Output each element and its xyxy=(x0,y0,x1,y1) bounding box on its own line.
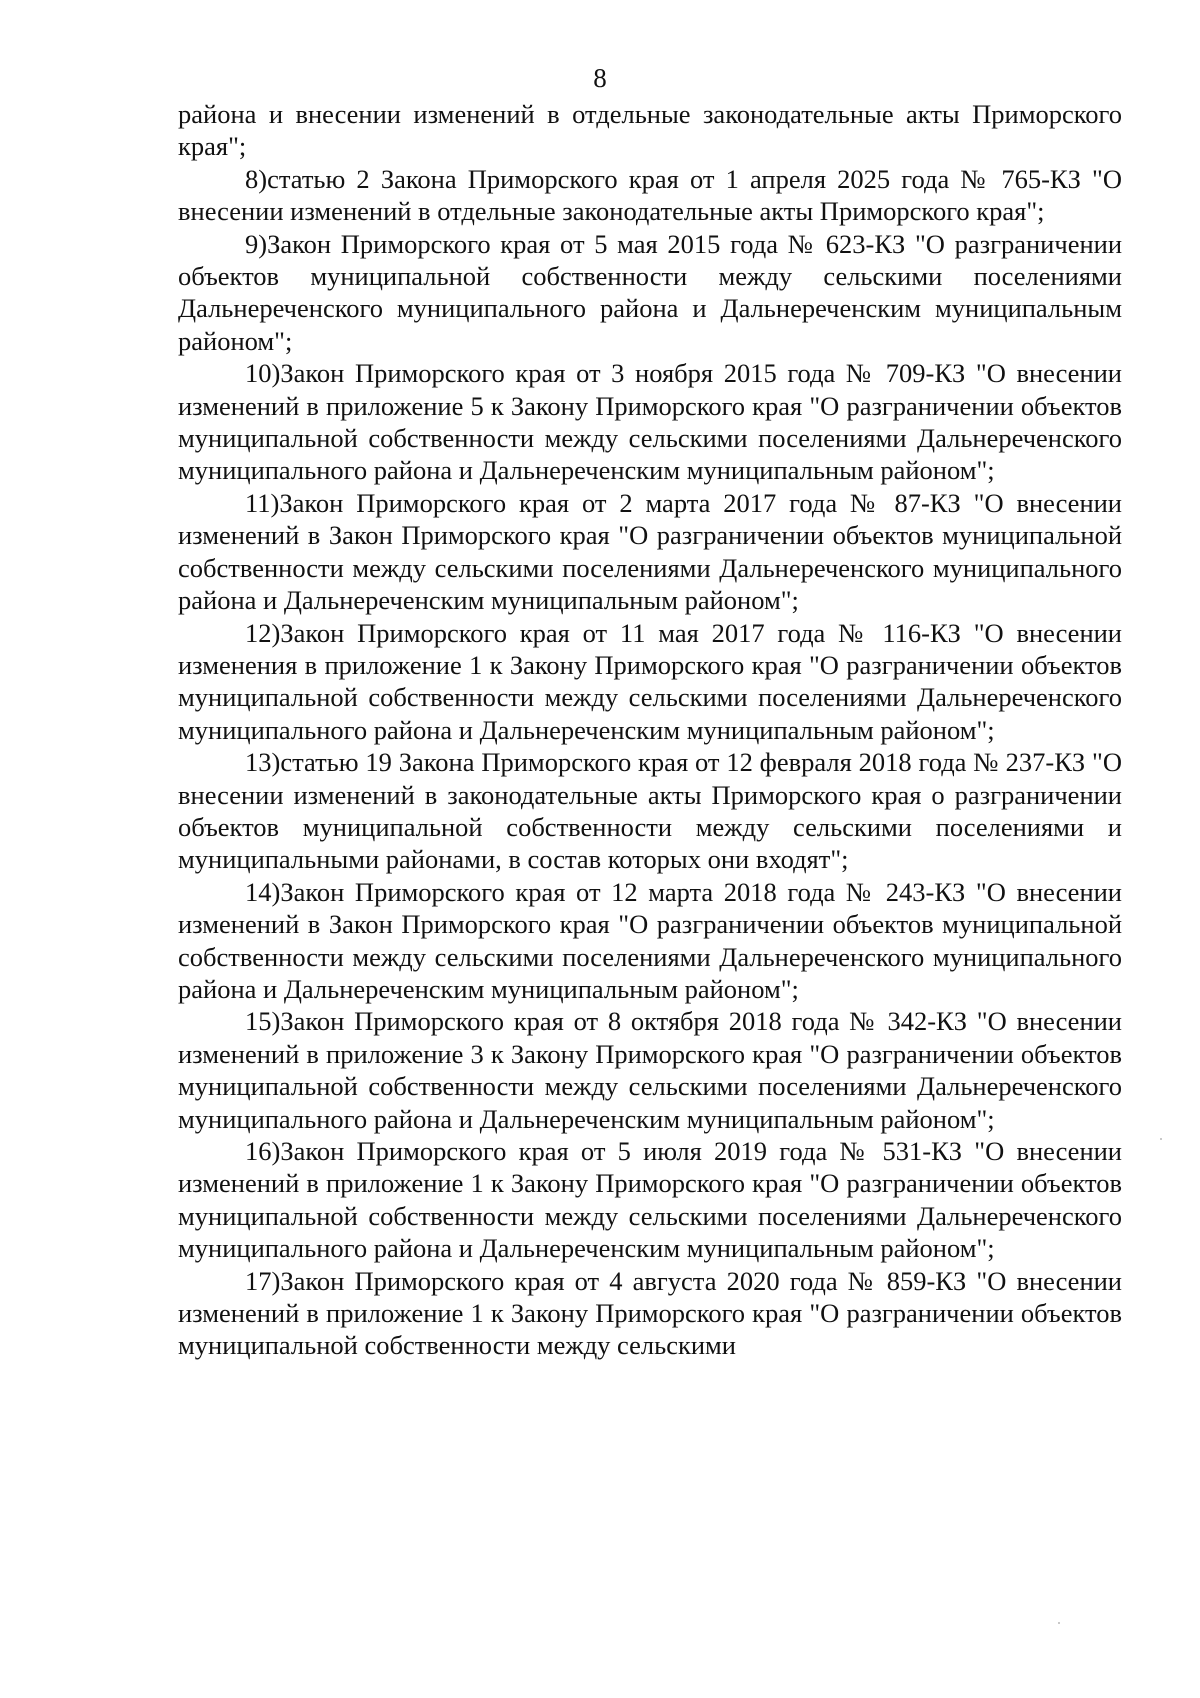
list-item-16: 16)Закон Приморского края от 5 июля 2019 года № 531-КЗ "О внесении изменений в приложение 1 к Закону Приморского края "О разграничении объектов муниципальной собственности между сельскими поселениями Дальнереченского муниципального района и Дальнереченским муниципальным районом"; xyxy=(178,1136,1122,1264)
list-item-11: 11)Закон Приморского края от 2 марта 2017 года № 87-КЗ "О внесении изменений в Закон Приморского края "О разграничении объектов муниципальной собственности между сельскими поселениями Дальнереченского муниципального района и Дальнереченским муниципальным районом"; xyxy=(178,487,1122,616)
list-item-13: 13)статью 19 Закона Приморского края от 12 февраля 2018 года № 237-КЗ "О внесении изменений в законодательные акты Приморского края о разграничении объектов муниципальной собственности между сельскими поселениями и муниципальными районами, в состав которых они входят"; xyxy=(178,747,1122,875)
list-item-8: 8)статью 2 Закона Приморского края от 1 апреля 2025 года № 765-КЗ "О внесении изменений в отдельные законодательные акты Приморского края"; xyxy=(178,163,1122,227)
list-item-9: 9)Закон Приморского края от 5 мая 2015 года № 623-КЗ "О разграничении объектов муниципальной собственности между сельскими поселениями Дальнереченского муниципального района и Дальнереченским муниципальным районом"; xyxy=(178,228,1122,356)
list-item-12: 12)Закон Приморского края от 11 мая 2017 года № 116-КЗ "О внесении изменения в приложение 1 к Закону Приморского края "О разграничении объектов муниципальной собственности между сельскими поселениями Дальнереченского муниципального района и Дальнереченским муниципальным районом"; xyxy=(178,617,1122,745)
scan-speck xyxy=(1058,1622,1060,1624)
list-item-continuation: района и внесении изменений в отдельные законодательные акты Приморского края"; xyxy=(178,99,1122,162)
scan-speck xyxy=(1160,1138,1162,1140)
list-item-15: 15)Закон Приморского края от 8 октября 2018 года № 342-КЗ "О внесении изменений в приложение 3 к Закону Приморского края "О разграничении объектов муниципальной собственности между сельскими поселениями Дальнереченского муниципального района и Дальнереченским муниципальным районом"; xyxy=(178,1006,1122,1134)
list-item-17: 17)Закон Приморского края от 4 августа 2020 года № 859-КЗ "О внесении изменений в приложение 1 к Закону Приморского края "О разграничении объектов муниципальной собственности между сельскими xyxy=(178,1265,1122,1361)
document-body xyxy=(178,98,1122,1362)
list-item-10: 10)Закон Приморского края от 3 ноября 2015 года № 709-КЗ "О внесении изменений в приложение 5 к Закону Приморского края "О разграничении объектов муниципальной собственности между сельскими поселениями Дальнереченского муниципального района и Дальнереченским муниципальным районом"; xyxy=(178,358,1122,486)
list-item-14: 14)Закон Приморского края от 12 марта 2018 года № 243-КЗ "О внесении изменений в Закон Приморского края "О разграничении объектов муниципальной собственности между сельскими поселениями Дальнереченского муниципального района и Дальнереченским муниципальным районом"; xyxy=(178,876,1122,1004)
page-number: 8 xyxy=(593,63,607,93)
